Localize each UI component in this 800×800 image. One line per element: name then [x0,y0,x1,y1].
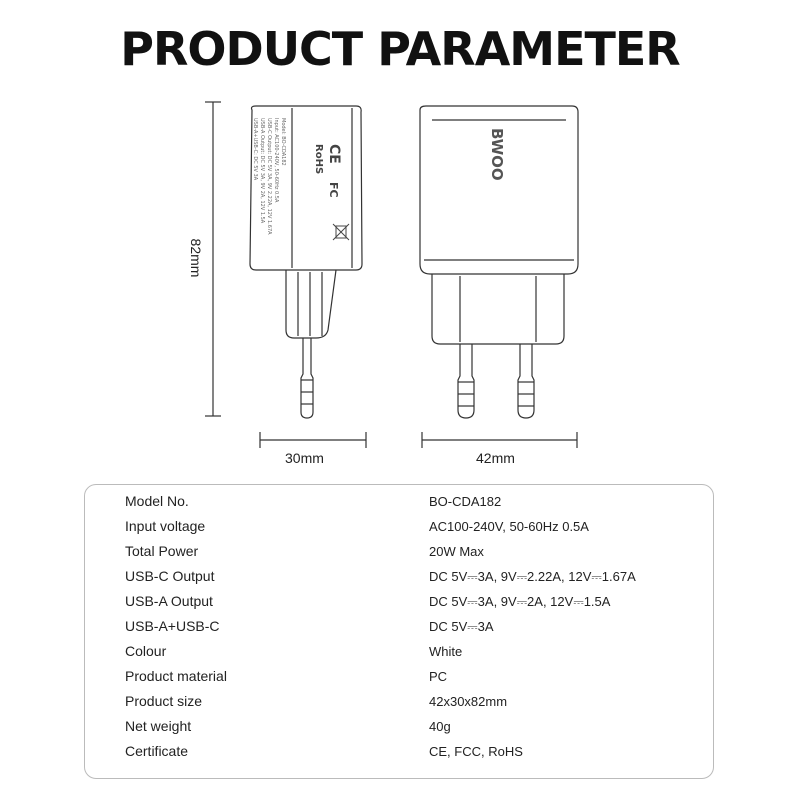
spec-value: AC100-240V, 50-60Hz 0.5A [429,519,589,534]
spec-label: USB-A Output [125,593,213,609]
spec-row [85,568,713,590]
spec-table [84,484,714,779]
spec-row [85,643,713,665]
spec-label: Model No. [125,493,189,509]
spec-label: Input voltage [125,518,206,534]
spec-value: DC 5V⎓3A [429,619,494,634]
spec-label: USB-C Output [125,568,215,584]
fc-mark: FC [327,182,340,198]
spec-label: Certificate [125,743,189,759]
spec-row [85,518,713,540]
spec-row [85,493,713,515]
height-dimension-line [205,102,221,416]
rohs-mark: RoHS [313,144,324,175]
side-width-label: 30mm [285,450,324,466]
ce-mark: CE [326,144,342,164]
side-print-line: Model: BO-CDA182 [280,118,286,166]
side-width-dimension-line [260,432,366,448]
spec-row [85,693,713,715]
spec-value: 40g [429,719,451,734]
page-title: PRODUCT PARAMETER [120,22,680,76]
spec-label: Product size [125,693,203,709]
spec-label: Net weight [125,718,192,734]
height-label: 82mm [188,238,204,278]
spec-label: Total Power [125,543,199,559]
spec-value: DC 5V⎓3A, 9V⎓2.22A, 12V⎓1.67A [429,569,636,584]
spec-value: 20W Max [429,544,484,559]
spec-row [85,668,713,690]
side-print-line: USB-C Output: DC 5V 3A, 9V 2.22A, 12V 1.67A [266,118,272,235]
spec-value: PC [429,669,448,684]
spec-value: White [429,644,463,659]
front-width-dimension-line [422,432,577,448]
spec-label: Product material [125,668,227,684]
brand-logo: BWOO [488,128,506,181]
spec-row [85,543,713,565]
weee-bin-icon [333,224,349,240]
spec-label: Colour [125,643,167,659]
spec-row [85,718,713,740]
spec-row [85,743,713,765]
spec-value: BO-CDA182 [429,494,502,509]
spec-row [85,593,713,615]
side-print-line: USB-A Output: DC 5V 3A, 9V 2A, 12V 1.5A [259,118,265,224]
spec-value: DC 5V⎓3A, 9V⎓2A, 12V⎓1.5A [429,594,611,609]
spec-value: CE, FCC, RoHS [429,744,523,759]
spec-label: USB-A+USB-C [125,618,220,634]
spec-value: 42x30x82mm [429,694,508,709]
front-width-label: 42mm [476,450,515,466]
side-print-line: Input: AC100-240V, 50-60Hz 0.5A [273,118,279,203]
spec-row [85,618,713,640]
side-print-line: USB-A+USB-C: DC 5V 3A [252,118,258,181]
